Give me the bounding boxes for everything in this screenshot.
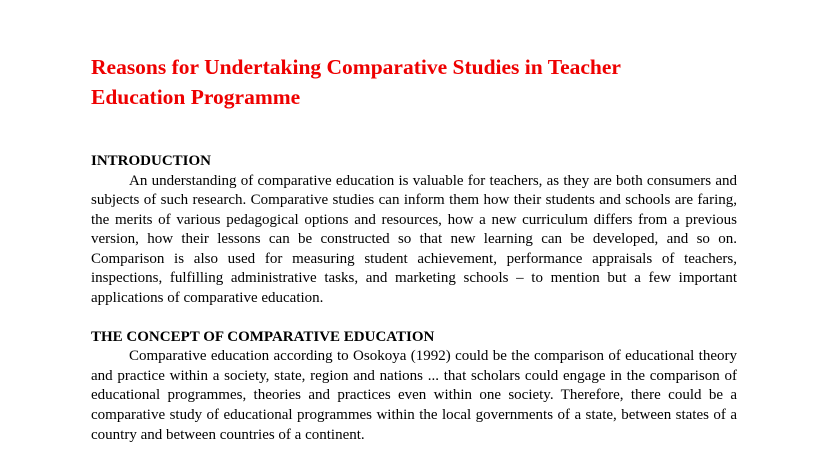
document-page bbox=[91, 52, 737, 445]
section-concept bbox=[91, 328, 737, 445]
section-paragraph-concept: Comparative education according to Osokoya (1992) could be the comparison of educational theory and practice within a society, state, region and nations ... that scholars could engage in the comparison of educational programmes, theories and practices even within one society. Therefore, there could be a comparative study of educational programmes within the local governments of a state, between states of a country and between countries of a continent. bbox=[91, 348, 737, 443]
section-paragraph-introduction: An understanding of comparative education is valuable for teachers, as they are both consumers and subjects of such research. Comparative studies can inform them how their students and schools are faring, the merits of various pedagogical options and resources, how a new curriculum differs from a previous version, how their lessons can be constructed so that new learning can be developed, and so on. Comparison is also used for measuring student achievement, performance appraisals of teachers, inspections, fulfilling administrative tasks, and marketing schools – to mention but a few important applications of comparative education. bbox=[91, 172, 737, 307]
section-heading-introduction: INTRODUCTION bbox=[91, 153, 212, 169]
section-heading-concept: THE CONCEPT OF COMPARATIVE EDUCATION bbox=[91, 328, 435, 345]
document-title: Reasons for Undertaking Comparative Studies in Teacher Education Programme bbox=[91, 55, 621, 109]
section-introduction bbox=[91, 152, 737, 309]
